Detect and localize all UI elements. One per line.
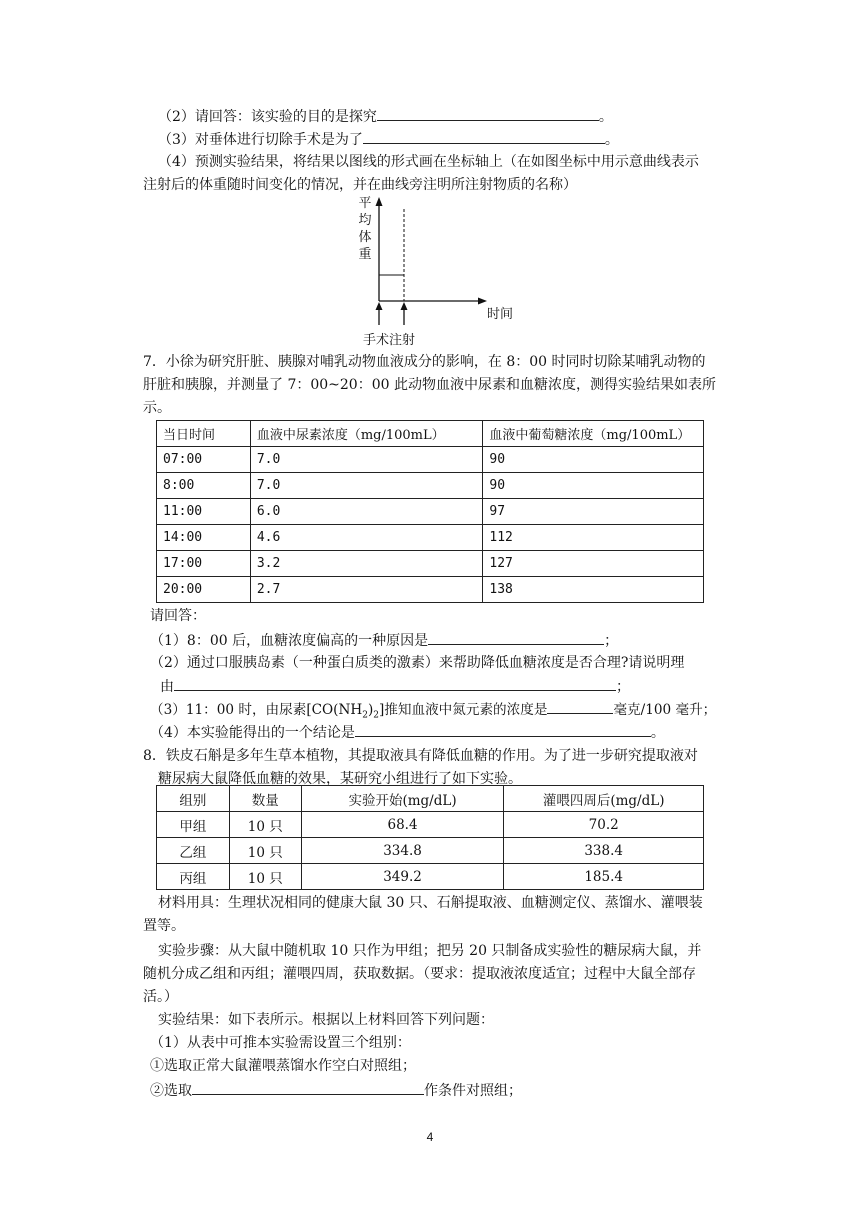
- table-cell: 97: [483, 499, 704, 525]
- q8-materials-line2: 置等。: [143, 918, 185, 934]
- answer-blank[interactable]: [547, 699, 613, 714]
- table-cell: 338.4: [504, 838, 704, 864]
- q8-line1: 8．铁皮石斛是多年生草本植物，其提取液具有降低血糖的作用。为了进一步研究提取液对: [143, 748, 698, 764]
- q6-part3-text: （3）对垂体进行切除手术是为了: [158, 132, 363, 148]
- table-cell: 丙组: [157, 864, 230, 890]
- table-row: [157, 525, 704, 551]
- q7-line3: 示。: [143, 400, 171, 416]
- y-char: 重: [358, 247, 372, 262]
- q8-item2-text: ②选取: [150, 1083, 192, 1099]
- q7-answer4: [150, 722, 665, 743]
- answer-blank[interactable]: [363, 129, 605, 144]
- q6-part4-line1: （4）预测实验结果，将结果以图线的形式画在坐标轴上（在如图坐标中用示意曲线表示: [158, 154, 699, 170]
- q8-materials-line1: 材料用具：生理状况相同的健康大鼠 30 只、石斛提取液、血糖测定仪、蒸馏水、灌喂装: [158, 895, 703, 911]
- table-cell: 7.0: [250, 473, 483, 499]
- header-cell: 组别: [157, 786, 230, 812]
- table-row: [157, 864, 704, 890]
- q8-steps-line2: 随机分成乙组和丙组；灌喂四周，获取数据。（要求：提取液浓度适宜；过程中大鼠全部存: [143, 966, 696, 982]
- answer-blank[interactable]: [377, 106, 599, 121]
- q6-part4-line2: 注射后的体重随时间变化的情况，并在曲线旁注明所注射物质的名称）: [143, 177, 577, 193]
- table-cell: 112: [483, 525, 704, 551]
- q7-line2: 肝脏和胰腺，并测量了 7：00~20：00 此动物血液中尿素和血糖浓度，测得实验结果如表所: [143, 377, 716, 393]
- page-number: 4: [426, 1130, 434, 1144]
- q8-answer1: （1）从表中可推本实验需设置三个组别：: [150, 1035, 411, 1051]
- table-row: [157, 551, 704, 577]
- table-cell: 17:00: [157, 551, 251, 577]
- table-cell: 3.2: [250, 551, 483, 577]
- q6-part2: [158, 106, 613, 127]
- table-cell: 349.2: [301, 864, 504, 890]
- y-char: 均: [358, 213, 372, 228]
- punct: 。: [604, 132, 619, 148]
- weight-time-axes[interactable]: [355, 193, 525, 348]
- answer-blank[interactable]: [192, 1080, 424, 1095]
- q7-answer3-text: ]推知血液中氮元素的浓度是: [379, 702, 548, 718]
- q8-line2: 糖尿病大鼠降低血糖的效果，某研究小组进行了如下实验。: [158, 771, 522, 787]
- q8-answer1-item1: ①选取正常大鼠灌喂蒸馏水作空白对照组；: [150, 1058, 416, 1074]
- table-cell: 8:00: [157, 473, 251, 499]
- q6-part3: [158, 129, 619, 150]
- q7-answer2-line2: [160, 676, 630, 697]
- header-cell: 血液中尿素浓度（mg/100mL）: [250, 421, 483, 447]
- subscript: 2: [362, 710, 368, 721]
- q7-answer2-line1: （2）通过口服胰岛素（一种蛋白质类的激素）来帮助降低血糖浓度是否合理?请说明理: [150, 655, 685, 671]
- table-cell: 14:00: [157, 525, 251, 551]
- marker-label: 手术注射: [363, 333, 416, 348]
- axes-svg: [355, 193, 525, 348]
- table-cell: 11:00: [157, 499, 251, 525]
- table-cell: 20:00: [157, 577, 251, 603]
- q7-answer1: [150, 630, 618, 651]
- table-cell: 7.0: [250, 447, 483, 473]
- table-cell: 乙组: [157, 838, 230, 864]
- header-cell: 实验开始(mg/dL): [301, 786, 504, 812]
- q7-answer2-text: 由: [160, 679, 174, 695]
- table-row: [157, 499, 704, 525]
- q7-answer4-text: （4）本实验能得出的一个结论是: [150, 725, 355, 741]
- header-cell: 数量: [229, 786, 301, 812]
- table-cell: 334.8: [301, 838, 504, 864]
- table-cell: 68.4: [301, 812, 504, 838]
- header-cell: 血液中葡萄糖浓度（mg/100mL）: [483, 421, 704, 447]
- table-cell: 90: [483, 473, 704, 499]
- table-row: [157, 577, 704, 603]
- table-cell: 07:00: [157, 447, 251, 473]
- q8-steps-line1: 实验步骤：从大鼠中随机取 10 只作为甲组；把另 20 只制备成实验性的糖尿病大鼠，并: [158, 943, 702, 959]
- table-cell: 185.4: [504, 864, 704, 890]
- y-char: 体: [358, 230, 372, 245]
- q8-results: 实验结果：如下表所示。根据以上材料回答下列问题：: [158, 1012, 494, 1028]
- punct: 。: [650, 725, 665, 741]
- x-axis-label: 时间: [487, 307, 514, 322]
- table-cell: 4.6: [250, 525, 483, 551]
- table-cell: 90: [483, 447, 704, 473]
- answer-blank[interactable]: [174, 676, 616, 691]
- table-cell: 10 只: [229, 864, 301, 890]
- table-row: [157, 473, 704, 499]
- punct: ；: [604, 633, 619, 649]
- q7-answer3-text: （3）11：00 时，由尿素[CO(NH: [150, 702, 363, 718]
- table-row: [157, 447, 704, 473]
- q8-table: [156, 785, 704, 890]
- header-cell: 当日时间: [157, 421, 251, 447]
- punct: 。: [598, 109, 613, 125]
- q7-answer1-text: （1）8：00 后，血糖浓度偏高的一种原因是: [150, 633, 429, 649]
- y-char: 平: [358, 196, 372, 211]
- q6-part2-text: （2）请回答：该实验的目的是探究: [158, 109, 377, 125]
- table-row: [157, 838, 704, 864]
- table-header-row: [157, 421, 704, 447]
- q7-answer3-unit: 毫克/100 毫升；: [613, 702, 717, 718]
- q7-ask: 请回答：: [150, 608, 206, 624]
- punct: ；: [616, 679, 630, 695]
- table-cell: 甲组: [157, 812, 230, 838]
- q8-steps-line3: 活。）: [143, 989, 178, 1005]
- answer-blank[interactable]: [355, 722, 651, 737]
- q7-table: [156, 420, 704, 603]
- q8-answer1-item2: [150, 1080, 522, 1101]
- subscript: 2: [373, 710, 379, 721]
- table-cell: 127: [483, 551, 704, 577]
- table-cell: 138: [483, 577, 704, 603]
- table-header-row: [157, 786, 704, 812]
- header-cell: 灌喂四周后(mg/dL): [504, 786, 704, 812]
- q7-line1: 7．小徐为研究肝脏、胰腺对哺乳动物血液成分的影响，在 8：00 时同时切除某哺乳动物的: [143, 354, 706, 370]
- answer-blank[interactable]: [428, 630, 604, 645]
- y-axis-label: [355, 195, 375, 263]
- table-cell: 70.2: [504, 812, 704, 838]
- table-cell: 10 只: [229, 812, 301, 838]
- table-row: [157, 812, 704, 838]
- q7-answer3-text: ): [367, 702, 374, 718]
- table-cell: 2.7: [250, 577, 483, 603]
- table-cell: 6.0: [250, 499, 483, 525]
- q8-item2-text: 作条件对照组；: [424, 1083, 522, 1099]
- table-cell: 10 只: [229, 838, 301, 864]
